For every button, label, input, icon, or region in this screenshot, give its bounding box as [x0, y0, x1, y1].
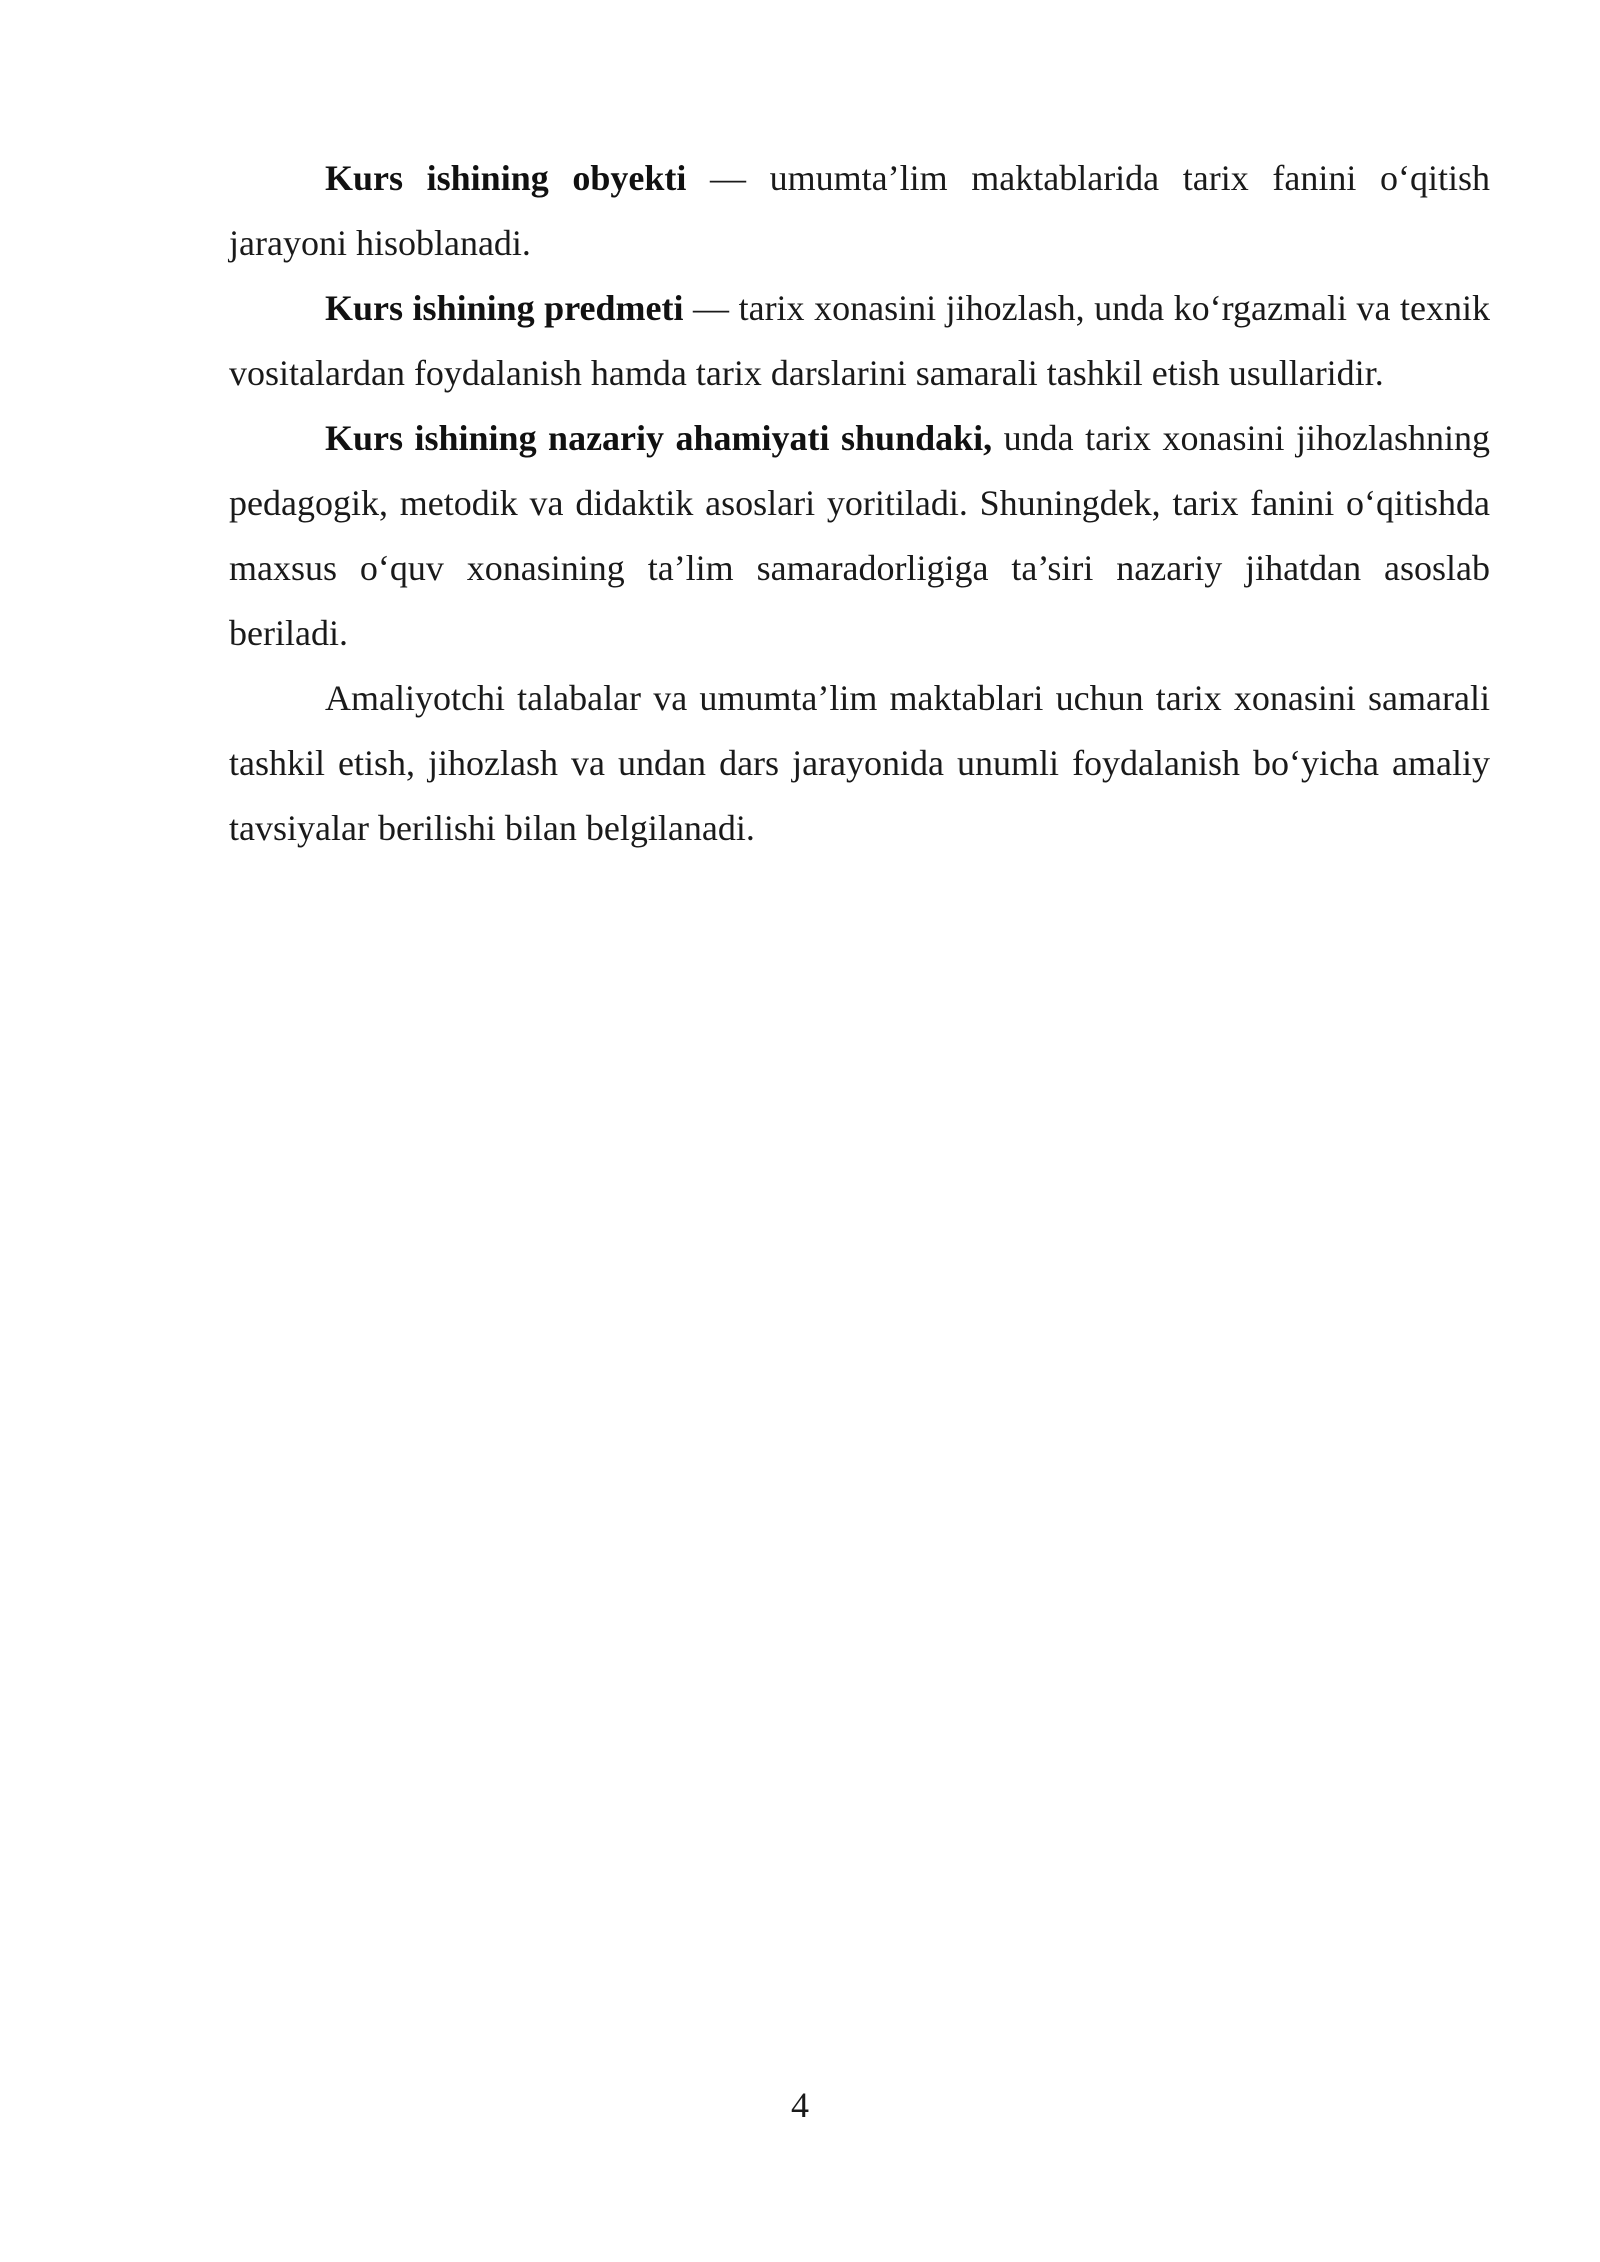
paragraph-text: unda tarix xonasini jihozlashning pedagogik, metodik va didaktik asoslari yoritiladi. Shuningdek, tarix fanini o‘qitishda maxsus o‘quv xonasining ta’lim samaradorligiga ta’siri nazariy jihatdan asoslab beriladi. [229, 418, 1490, 653]
paragraph-theoretical-significance [229, 406, 1490, 666]
paragraph-object [229, 146, 1490, 276]
paragraph-lead: Kurs ishining predmeti [325, 288, 684, 328]
paragraph-text: Amaliyotchi talabalar va umumta’lim maktablari uchun tarix xonasini samarali tashkil etish, jihozlash va undan dars jarayonida unumli foydalanish bo‘yicha amaliy tavsiyalar berilishi bilan belgilanadi. [229, 678, 1490, 848]
paragraph-text: — umumta’lim maktablarida tarix fanini o‘qitish jarayoni hisoblanadi. [229, 158, 1490, 263]
body-text [229, 146, 1490, 861]
paragraph-lead: Kurs ishining obyekti [325, 158, 687, 198]
page-number: 4 [791, 2085, 809, 2125]
paragraph-lead: Kurs ishining nazariy ahamiyati shundaki, [325, 418, 993, 458]
paragraph-subject [229, 276, 1490, 406]
paragraph-practical-significance [229, 666, 1490, 861]
paragraph-text: — tarix xonasini jihozlash, unda ko‘rgazmali va texnik vositalardan foydalanish hamda tarix darslarini samarali tashkil etish usullaridir. [229, 288, 1490, 393]
